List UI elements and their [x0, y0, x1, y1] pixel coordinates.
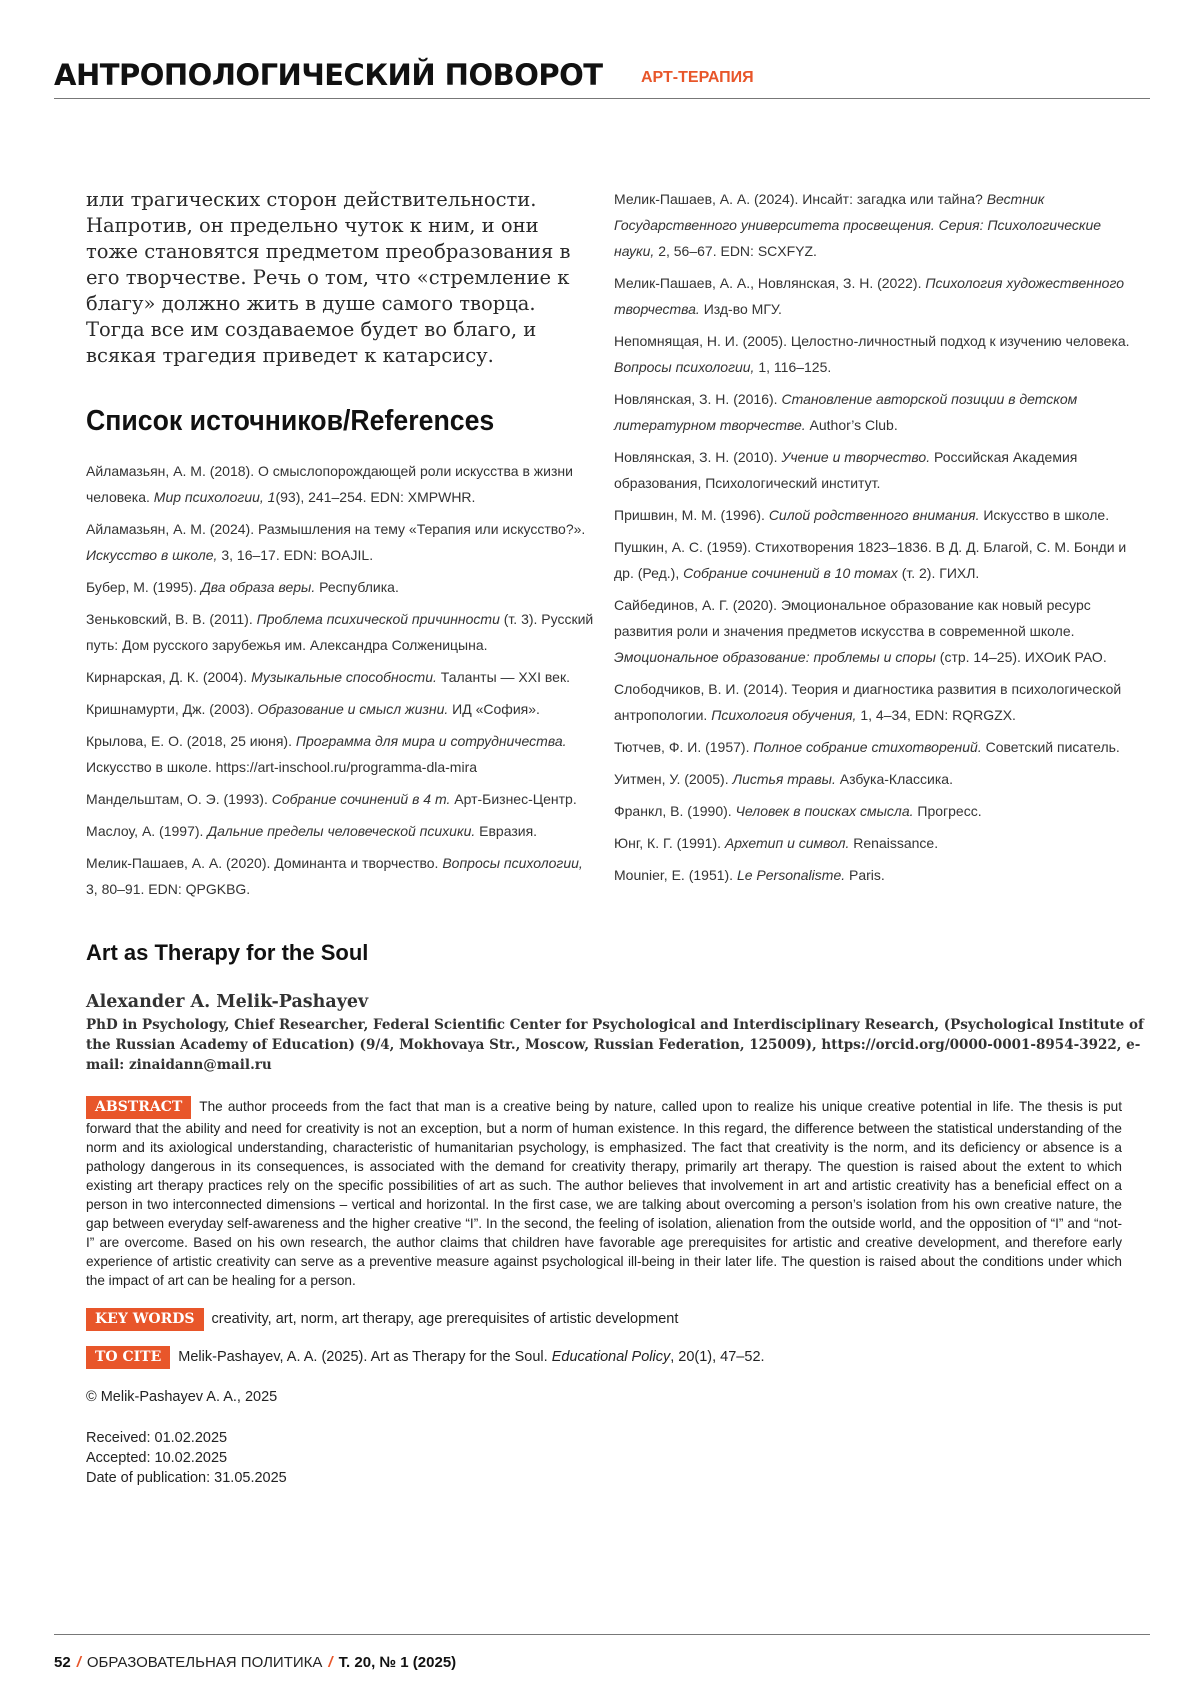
english-title: Art as Therapy for the Soul	[86, 940, 368, 966]
reference-source: Учение и творчество.	[781, 449, 930, 465]
reference-details: Советский писатель.	[982, 739, 1120, 755]
reference-text: Непомнящая, Н. И. (2005). Целостно-личностный подход к изучению человека.	[614, 333, 1130, 349]
reference-details: Изд-во МГУ.	[700, 301, 782, 317]
reference-text: Мелик-Пашаев, А. А. (2020). Доминанта и творчество.	[86, 855, 442, 871]
abstract-block	[86, 1096, 1122, 1290]
copyright: © Melik-Pashayev A. A., 2025	[86, 1389, 277, 1405]
footer-divider	[54, 1634, 1150, 1635]
cite-block	[86, 1346, 765, 1369]
references-left-column	[86, 458, 596, 908]
reference-text: Сайбединов, А. Г. (2020). Эмоциональное образование как новый ресурс развития роли и значения предметов искусства в современной школе.	[614, 597, 1091, 639]
reference-text: Mounier, E. (1951).	[614, 867, 737, 883]
reference-details: ИД «София».	[448, 701, 540, 717]
reference-text: Кришнамурти, Дж. (2003).	[86, 701, 258, 717]
reference-details: Арт-Бизнес-Центр.	[450, 791, 576, 807]
reference-entry	[86, 458, 596, 510]
reference-text: Маслоу, А. (1997).	[86, 823, 207, 839]
page-number: 52	[54, 1654, 71, 1671]
reference-source: Музыкальные способности.	[251, 669, 437, 685]
reference-text: Зеньковский, В. В. (2011).	[86, 611, 257, 627]
author-affiliation: PhD in Psychology, Chief Researcher, Federal Scientific Center for Psychological and Interdisciplinary Research, (Psychological Institute of the Russian Academy of Education) (9/4, Mokhovaya Str., Moscow, Russian Federation, 125009), https://orcid.org/0000-0001-8954-3922, e-mail: zinaidann@mail.ru	[86, 1015, 1146, 1075]
reference-details: Азбука-Классика.	[836, 771, 953, 787]
reference-text: Бубер, М. (1995).	[86, 579, 201, 595]
reference-source: Вопросы психологии,	[442, 855, 582, 871]
reference-text: Айламазьян, А. М. (2024). Размышления на тему «Терапия или искусство?».	[86, 521, 585, 537]
reference-text: Айламазьян, А. М. (2018). О смыслопорождающей роли искусства в жизни человека.	[86, 463, 573, 505]
reference-source: Собрание сочинений в 4 т.	[272, 791, 451, 807]
reference-text: Пушкин, А. С. (1959). Стихотворения 1823–1836. В Д. Д. Благой, С. М. Бонди и др. (Ред.),	[614, 539, 1126, 581]
footer-slash-icon: /	[328, 1654, 332, 1671]
reference-details: 1, 4–34, EDN: RQRGZX.	[856, 707, 1016, 723]
reference-details: 3, 80–91. EDN: QPGKBG.	[86, 881, 250, 897]
references-right-column	[614, 186, 1134, 894]
publication-date: Date of publication: 31.05.2025	[86, 1468, 287, 1488]
reference-entry	[86, 606, 596, 658]
references-title: Список источников/References	[86, 405, 494, 438]
page-footer	[54, 1654, 456, 1671]
reference-entry	[614, 270, 1134, 322]
reference-text: Мандельштам, О. Э. (1993).	[86, 791, 272, 807]
reference-entry	[614, 534, 1134, 586]
footer-slash-icon: /	[77, 1654, 81, 1671]
reference-source: Архетип и символ.	[725, 835, 850, 851]
reference-entry	[86, 818, 596, 844]
reference-source: Le Personalisme.	[737, 867, 845, 883]
reference-details: 2, 56–67. EDN: SCXFYZ.	[654, 243, 817, 259]
body-text: или трагических сторон действительности. Напротив, он предельно чуток к ним, и они тоже становятся предметом преобразования в его творчестве. Речь о том, что «стремление к благу» должно жить в душе самого творца. Тогда все им создаваемое будет во благо, и всякая трагедия приведет к катарсису.	[86, 187, 596, 369]
reference-details: 1, 116–125.	[754, 359, 831, 375]
author-name: Alexander A. Melik-Pashayev	[86, 992, 368, 1012]
reference-source: Мир психологии, 1	[154, 489, 276, 505]
reference-text: Новлянская, З. Н. (2010).	[614, 449, 781, 465]
reference-entry	[86, 664, 596, 690]
reference-source: Становление авторской позиции в детском литературном творчестве.	[614, 391, 1077, 433]
reference-entry	[86, 696, 596, 722]
reference-source: Вопросы психологии,	[614, 359, 754, 375]
reference-text: Слободчиков, В. И. (2014). Теория и диагностика развития в психологической антропологии.	[614, 681, 1121, 723]
reference-entry	[86, 786, 596, 812]
reference-details: Евразия.	[475, 823, 537, 839]
reference-details: 3, 16–17. EDN: BOAJIL.	[217, 547, 373, 563]
body-paragraph	[86, 187, 596, 369]
reference-details: Таланты — XXI век.	[437, 669, 570, 685]
reference-details: Renaissance.	[849, 835, 938, 851]
abstract-text: The author proceeds from the fact that man is a creative being by nature, called upon to realize his unique creative potential in life. The thesis is put forward that the ability and need for creativity is not an exception, but a norm of human existence. In this regard, the difference between the statistical understanding of the norm and its axiological understanding, characteristic of humanitarian psychology, is emphasized. The fact that creativity is the norm, and its deficiency or absence is a pathology dangerous in its consequences, is associated with the demand for creativity therapy, primarily art therapy. The question is raised about the extent to which existing art therapy practices rely on the specific possibilities of art as such. The author believes that involvement in art and artistic creativity has a beneficial effect on a person in two interconnected dimensions – vertical and horizontal. In the first case, we are talking about overcoming a person’s isolation from his own creative nature, the gap between everyday self-awareness and the higher creative “I”. In the second, the feeling of isolation, alienation from the outside world, and the opposition of “I” and “not-I” are overcome. Based on his own research, the author claims that children have favorable age prerequisites for artistic and creative development, and therefore early experience of artistic creativity can serve as a preventive measure against psychological ill-being in their later life. The question is raised about the conditions under which the impact of art can be healing for a person.	[86, 1099, 1122, 1288]
reference-source: Полное собрание стихотворений.	[753, 739, 981, 755]
cite-journal: Educational Policy	[552, 1349, 671, 1365]
reference-entry	[86, 516, 596, 568]
cite-text: Melik-Pashayev, A. A. (2025). Art as Therapy for the Soul.	[178, 1349, 551, 1365]
reference-text: Новлянская, З. Н. (2016).	[614, 391, 781, 407]
accepted-date: Accepted: 10.02.2025	[86, 1448, 287, 1468]
reference-entry	[614, 676, 1134, 728]
reference-text: Крылова, Е. О. (2018, 25 июня).	[86, 733, 296, 749]
received-date: Received: 01.02.2025	[86, 1428, 287, 1448]
reference-details: (т. 3). Русский путь: Дом русского зарубежья им. Александра Солженицына.	[86, 611, 593, 653]
cite-details: , 20(1), 47–52.	[670, 1349, 764, 1365]
reference-text: Тютчев, Ф. И. (1957).	[614, 739, 753, 755]
reference-entry	[614, 766, 1134, 792]
reference-text: Юнг, К. Г. (1991).	[614, 835, 725, 851]
reference-text: Мелик-Пашаев, А. А. (2024). Инсайт: загадка или тайна?	[614, 191, 987, 207]
keywords-text: creativity, art, norm, art therapy, age prerequisites of artistic development	[212, 1311, 679, 1327]
reference-text: Пришвин, М. М. (1996).	[614, 507, 769, 523]
reference-entry	[614, 592, 1134, 670]
reference-details: (стр. 14–25). ИХОиК РАО.	[936, 649, 1107, 665]
reference-source: Образование и смысл жизни.	[258, 701, 449, 717]
reference-entry	[614, 830, 1134, 856]
reference-source: Проблема психической причинности	[257, 611, 500, 627]
reference-source: Два образа веры.	[201, 579, 315, 595]
reference-source: Листья травы.	[732, 771, 835, 787]
reference-entry	[614, 444, 1134, 496]
reference-source: Психология художественного творчества.	[614, 275, 1124, 317]
reference-entry	[86, 728, 596, 780]
reference-source: Дальние пределы человеческой психики.	[207, 823, 475, 839]
reference-text: Кирнарская, Д. К. (2004).	[86, 669, 251, 685]
reference-source: Человек в поисках смысла.	[736, 803, 914, 819]
header-section: АРТ-ТЕРАПИЯ	[641, 69, 754, 87]
reference-details: Искусство в школе.	[979, 507, 1109, 523]
reference-source: Силой родственного внимания.	[769, 507, 980, 523]
reference-entry	[86, 574, 596, 600]
reference-text: Уитмен, У. (2005).	[614, 771, 732, 787]
reference-entry	[614, 502, 1134, 528]
reference-details: Искусство в школе. https://art-inschool.ru/programma-dla-mira	[86, 759, 477, 775]
reference-entry	[614, 386, 1134, 438]
reference-source: Программа для мира и сотрудничества.	[296, 733, 567, 749]
reference-details: (93), 241–254. EDN: XMPWHR.	[275, 489, 475, 505]
reference-entry	[614, 328, 1134, 380]
reference-details: Республика.	[315, 579, 399, 595]
reference-text: Мелик-Пашаев, А. А., Новлянская, З. Н. (2022).	[614, 275, 925, 291]
journal-name: ОБРАЗОВАТЕЛЬНАЯ ПОЛИТИКА	[87, 1654, 323, 1671]
reference-source: Искусство в школе,	[86, 547, 217, 563]
reference-details: (т. 2). ГИХЛ.	[898, 565, 979, 581]
reference-source: Вестник Государственного университета просвещения. Серия: Психологические науки,	[614, 191, 1101, 259]
reference-entry	[614, 734, 1134, 760]
abstract-label: ABSTRACT	[86, 1096, 191, 1119]
reference-details: Author’s Club.	[806, 417, 898, 433]
dates-block	[86, 1428, 287, 1488]
reference-details: Прогресс.	[914, 803, 982, 819]
reference-entry	[86, 850, 596, 902]
reference-source: Психология обучения,	[711, 707, 856, 723]
cite-label: TO CITE	[86, 1346, 170, 1369]
reference-entry	[614, 862, 1134, 888]
reference-details: Российская Академия образования, Психологический институт.	[614, 449, 1077, 491]
reference-details: Paris.	[845, 867, 885, 883]
keywords-block	[86, 1308, 678, 1331]
keywords-label: KEY WORDS	[86, 1308, 204, 1331]
reference-entry	[614, 798, 1134, 824]
reference-source: Собрание сочинений в 10 томах	[683, 565, 898, 581]
running-header	[54, 52, 1150, 99]
reference-text: Франкл, В. (1990).	[614, 803, 736, 819]
journal-volume: Т. 20, № 1 (2025)	[339, 1654, 457, 1671]
reference-source: Эмоциональное образование: проблемы и споры	[614, 649, 936, 665]
reference-entry	[614, 186, 1134, 264]
header-title: АНТРОПОЛОГИЧЕСКИЙ ПОВОРОТ	[54, 58, 603, 92]
